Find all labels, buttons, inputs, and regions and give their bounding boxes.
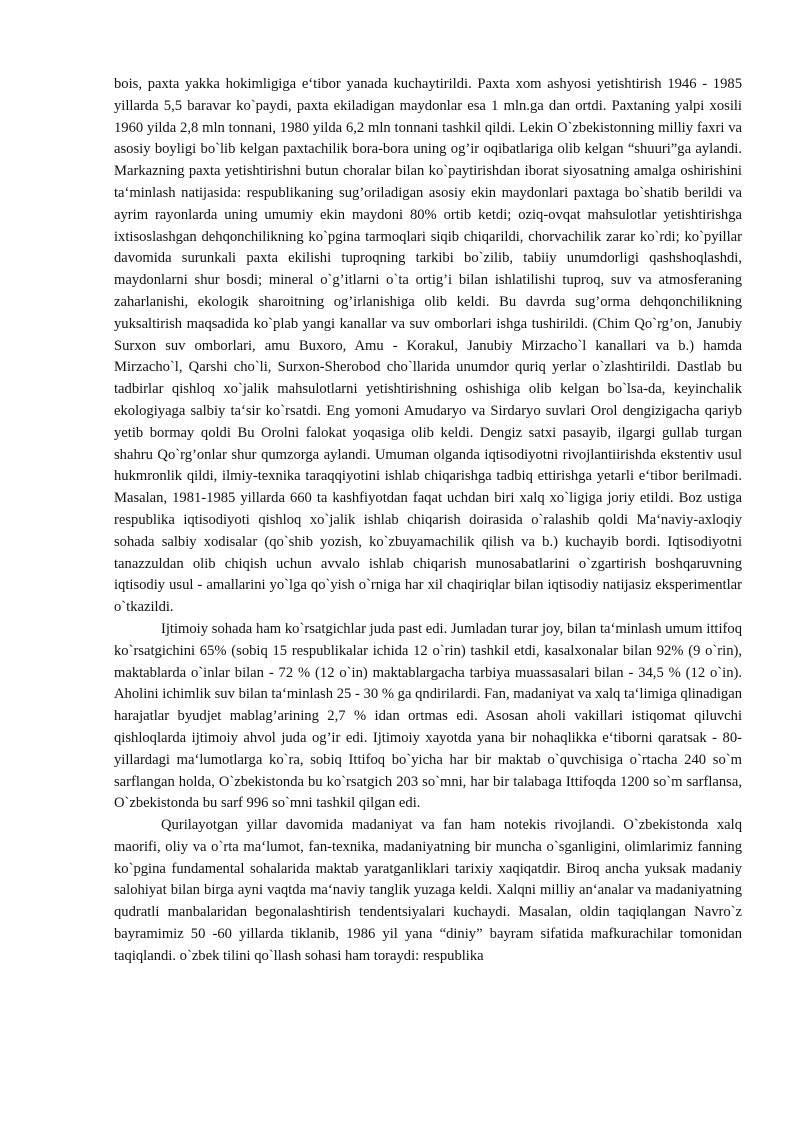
paragraph-culture-science: Qurilayotgan yillar davomida madaniyat va fan ham notekis rivojlandi. O`zbekistonda xalq maorifi, oliy va o`rta ma‘lumot, fan-texnika, madaniyatning bir muncha o`sganligini, olimlarimiz fanning ko`pgina fundamental sohalarida maktab yaratganliklari tarixiy xaqiqatdir. Biroq ancha yuksak madaniy salohiyat bilan birga ayni vaqtda ma‘naviy tanglik yuzaga keldi. Xalqni milliy an‘analar va madaniyatning qudratli manbalaridan begonalashtirish tendentsiyalari kuchaydi. Masalan, oldin taqiqlangan Navro`z bayramimiz 50 -60 yillarda tiklanib, 1986 yil yana “diniy” bayram sifatida mafkurachilar tomonidan taqiqlandi. o`zbek tilini qo`llash sohasi ham toraydi: respublika [114,817,742,964]
paragraph-cotton-economy: bois, paxta yakka hokimligiga e‘tibor yanada kuchaytirildi. Paxta xom ashyosi yetishtirish 1946 - 1985 yillarda 5,5 baravar ko`paydi, paxta ekiladigan maydonlar esa 1 mln.ga dan ortdi. Paxtaning yalpi xosili 1960 yilda 2,8 mln tonnani, 1980 yilda 6,2 mln tonnani tashkil qildi. Lekin O`zbekistonning milliy faxri va asosiy boyligi bo`lib kelgan paxtachilik bora-bora uning og’ir oqibatlariga olib kelgan “shuuri”ga aylandi. Markazning paxta yetishtirishni butun choralar bilan ko`paytirishdan iborat siyosatning amalga oshirishini ta‘minlash natijasida: respublikaning sug’oriladigan asosiy ekin maydonlari paxtaga bo`shatib berildi va ayrim rayonlarda uning umumiy ekin maydoni 80% ortib ketdi; oziq-ovqat mahsulotlar yetishtirishga ixtisoslashgan dehqonchilikning ko`pgina tarmoqlari siqib chiqarildi, chorvachilik zarar ko`rdi; ko`pyillar davomida surunkali paxta ekilishi tuproqning tarkibi bo`zilib, tabiiy unumdorligi qashshoqlashdi, maydonlarni shur bosdi; mineral o`g’itlarni o`ta ortig’i bilan ishlatilishi tuproq, suv va atmosferaning zaharlanishi, ekologik sharoitning og’irlanishiga olib keldi. Bu davrda sug’orma dehqonchilikning yuksaltirish maqsadida ko`plab yangi kanallar va suv omborlari ishga tushirildi. (Chim Qo`rg’on, Janubiy Surxon suv omborlari, amu Buxoro, Amu - Korakul, Janubiy Mirzacho`l kanallari va b.) hamda Mirzacho`l, Qarshi cho`li, Surxon-Sherobod cho`llarida unumdor quriq yerlar o`zlashtirildi. Dastlab bu tadbirlar qishloq xo`jalik mahsulotlarni yetishtirishning oshishiga olib kelgan bo`lsa-da, keyinchalik ekologiyaga salbiy ta‘sir ko`rsatdi. Eng yomoni Amudaryo va Sirdaryo suvlari Orol dengizigacha qariyb yetib bormay qoldi Bu Orolni falokat yoqasiga olib keldi. Dengiz satxi pasayib, ilgargi gullab turgan shahru Qo`rg’onlar shur qumzorga aylandi. Umuman olganda iqtisodiyotni rivojlantiirishda ekstentiv usul hukmronlik qildi, ilmiy-texnika taraqqiyotini ishlab chiqarishga tadbiq ettirishga yetarli e‘tibor berilmadi. Masalan, 1981-1985 yillarda 660 ta kashfiyotdan faqat uchdan biri xalq xo`ligiga joriy etildi. Boz ustiga respublika iqtisodiyoti qishloq xo`jalik ishlab chiqarish doirasida o`ralashib qoldi Ma‘naviy-axloqiy sohada salbiy xodisalar (qo`shib yozish, ko`zbuyamachilik qilish va b.) kuchayib bordi. Iqtisodiyotni tanazzuldan olib chiqish uchun avvalo ishlab chiqarish munosabatlarini o`zgartirish boshqaruvning iqtisodiy usul - amallarini yo`lga qo`yish o`rniga har xil chaqiriqlar bilan iqtisodiy natijasiz eksperimentlar o`tkazildi. [114,76,742,616]
document-page [114,74,742,968]
paragraph-social-sphere: Ijtimoiy sohada ham ko`rsatgichlar juda past edi. Jumladan turar joy, bilan ta‘minlash umum ittifoq ko`rsatgichini 65% (sobiq 15 respublikalar ichida 12 o`rin) tashkil etdi, kasalxonalar bilan 92% (9 o`rin), maktablarda o`inlar bilan - 72 % (12 o`in) maktablargacha tarbiya muassasalari bilan - 34,5 % (12 o`in). Aholini ichimlik suv bilan ta‘minlash 25 - 30 % ga qndirilardi. Fan, madaniyat va xalq ta‘limiga qlinadigan harajatlar byudjet mablag’arining 2,7 % idan ortmas edi. Asosan aholi vakillari istiqomat qiluvchi qishloqlarda ijtimoiy ahvol juda og’ir edi. Ijtimoiy xayotda yana bir nohaqlikka e‘tiborni qaratsak - 80-yillardagi ma‘lumotlarga ko`ra, sobiq Ittifoq bo`yicha har bir maktab o`quvchisiga o`rtacha 240 so`m sarflangan holda, O`zbekistonda bu ko`rsatgich 203 so`mni, har bir talabaga Ittifoqda 1200 so`m sarflansa, O`zbekistonda bu sarf 996 so`mni tashkil qilgan edi. [114,620,742,812]
